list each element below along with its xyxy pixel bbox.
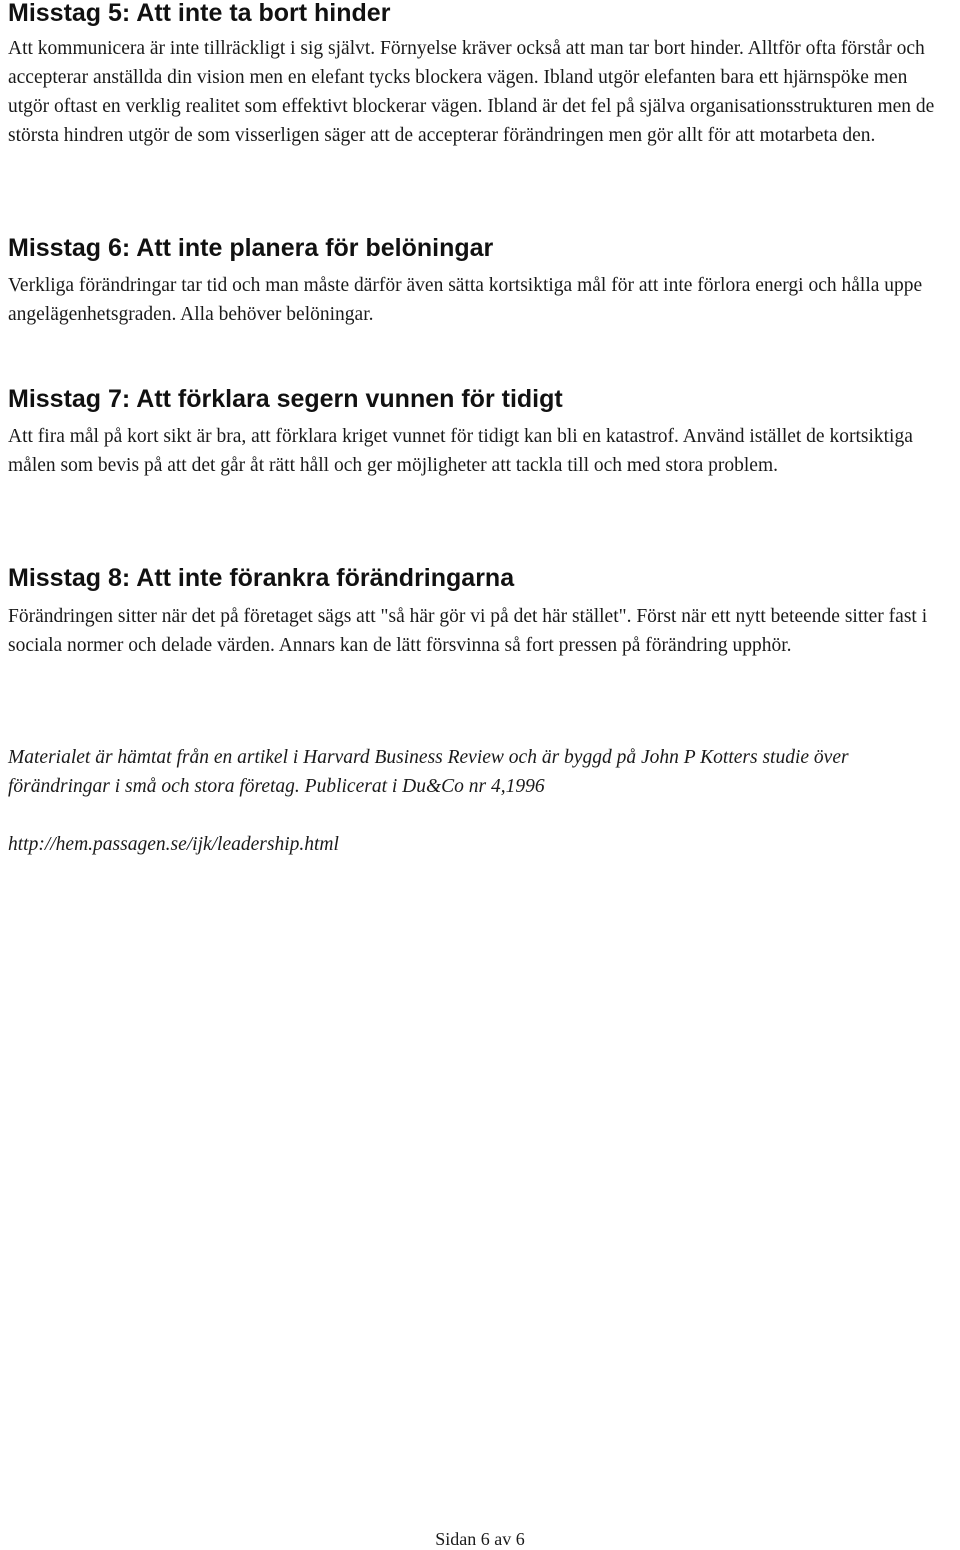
section-heading: Misstag 6: Att inte planera för belöningar xyxy=(8,234,494,262)
section-misstag-8 xyxy=(8,563,952,660)
section-paragraph: Verkliga förändringar tar tid och man måste därför även sätta kortsiktiga mål för att inte förlora energi och hålla uppe angelägenhetsgraden. Alla behöver belöningar. xyxy=(8,275,923,325)
source-url: http://hem.passagen.se/ijk/leadership.html xyxy=(8,834,339,855)
section-heading: Misstag 5: Att inte ta bort hinder xyxy=(8,0,391,27)
section-paragraph: Att fira mål på kort sikt är bra, att förklara kriget vunnet för tidigt kan bli en katastrof. Använd istället de kortsiktiga målen som bevis på att det går åt rätt håll och ger möjligheter att tackla till och med stora problem. xyxy=(8,426,913,476)
section-paragraph: Att kommunicera är inte tillräckligt i sig självt. Förnyelse kräver också att man tar bort hinder. Alltför ofta förstår och accepterar anställda din vision men en elefant tycks blockera vägen. Ibland utgör elefanten bara ett hjärnspöke men utgör oftast en verklig realitet som effektivt blockerar vägen. Ibland är det fel på själva organisationsstrukturen men de största hindren utgör de som visserligen säger att de accepterar förändringen men gör allt för att motarbeta den. xyxy=(8,38,935,146)
section-misstag-5 xyxy=(8,0,952,150)
section-misstag-7 xyxy=(8,384,952,480)
section-heading: Misstag 7: Att förklara segern vunnen för tidigt xyxy=(8,385,563,413)
section-paragraph: Förändringen sitter när det på företaget sägs att "så här gör vi på det här stället". Först när ett nytt beteende sitter fast i sociala normer och delade värden. Annars kan de lätt försvinna så fort pressen på förändring upphör. xyxy=(8,606,928,656)
page-number: Sidan 6 av 6 xyxy=(435,1529,525,1549)
section-heading: Misstag 8: Att inte förankra förändringarna xyxy=(8,564,515,592)
source-note: Materialet är hämtat från en artikel i Harvard Business Review och är byggd på John P Kotters studie över förändringar i små och stora företag. Publicerat i Du&Co nr 4,1996 xyxy=(8,747,849,797)
section-misstag-6 xyxy=(8,233,952,329)
